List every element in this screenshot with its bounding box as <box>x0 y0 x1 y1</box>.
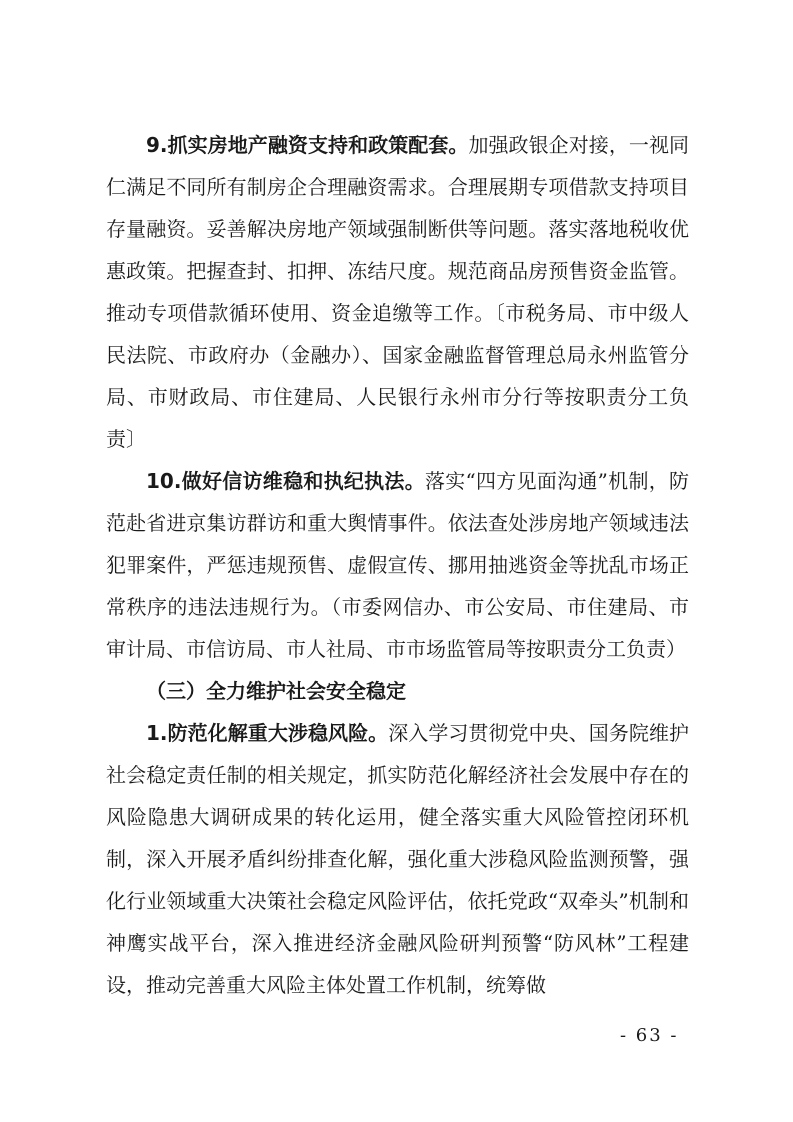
document-page <box>106 124 689 1006</box>
paragraph-3-1-heading: 1.防范化解重大涉稳风险。 <box>146 721 389 745</box>
paragraph-10-heading: 10.做好信访维稳和执纪执法。 <box>146 469 425 493</box>
section-title: （三）全力维护社会安全稳定 <box>146 679 406 703</box>
paragraph-9-body: 加强政银企对接，一视同仁满足不同所有制房企合理融资需求。合理展期专项借款支持项目存量融资。妥善解决房地产领域强制断供等问题。落实落地税收优惠政策。把握查封、扣押、冻结尺度。规范商品房预售资金监管。推动专项借款循环使用、资金追缴等工作。〔市税务局、市中级人民法院、市政府办（金融办）、国家金融监督管理总局永州监管分局、市财政局、市住建局、人民银行永州市分行等按职责分工负责〕 <box>106 133 690 451</box>
paragraph-10 <box>106 460 689 670</box>
paragraph-3-1 <box>106 712 689 1006</box>
paragraph-3-1-body: 深入学习贯彻党中央、国务院维护社会稳定责任制的相关规定，抓实防范化解经济社会发展中存在的风险隐患大调研成果的转化运用，健全落实重大风险管控闭环机制，深入开展矛盾纠纷排查化解，强化重大涉稳风险监测预警，强化行业领域重大决策社会稳定风险评估，依托党政“双牵头”机制和神鹰实战平台，深入推进经济金融风险研判预警“防风林”工程建设，推动完善重大风险主体处置工作机制，统筹做 <box>106 721 690 997</box>
page-number: - 63 - <box>620 1025 679 1046</box>
paragraph-9-heading: 9.抓实房地产融资支持和政策配套。 <box>146 133 469 157</box>
paragraph-9 <box>106 124 689 460</box>
paragraph-10-body: 落实“四方见面沟通”机制，防范赴省进京集访群访和重大舆情事件。依法查处涉房地产领域违法犯罪案件，严惩违规预售、虚假宣传、挪用抽逃资金等扰乱市场正常秩序的违法违规行为。（市委网信办、市公安局、市住建局、市审计局、市信访局、市人社局、市市场监管局等按职责分工负责） <box>106 469 689 661</box>
